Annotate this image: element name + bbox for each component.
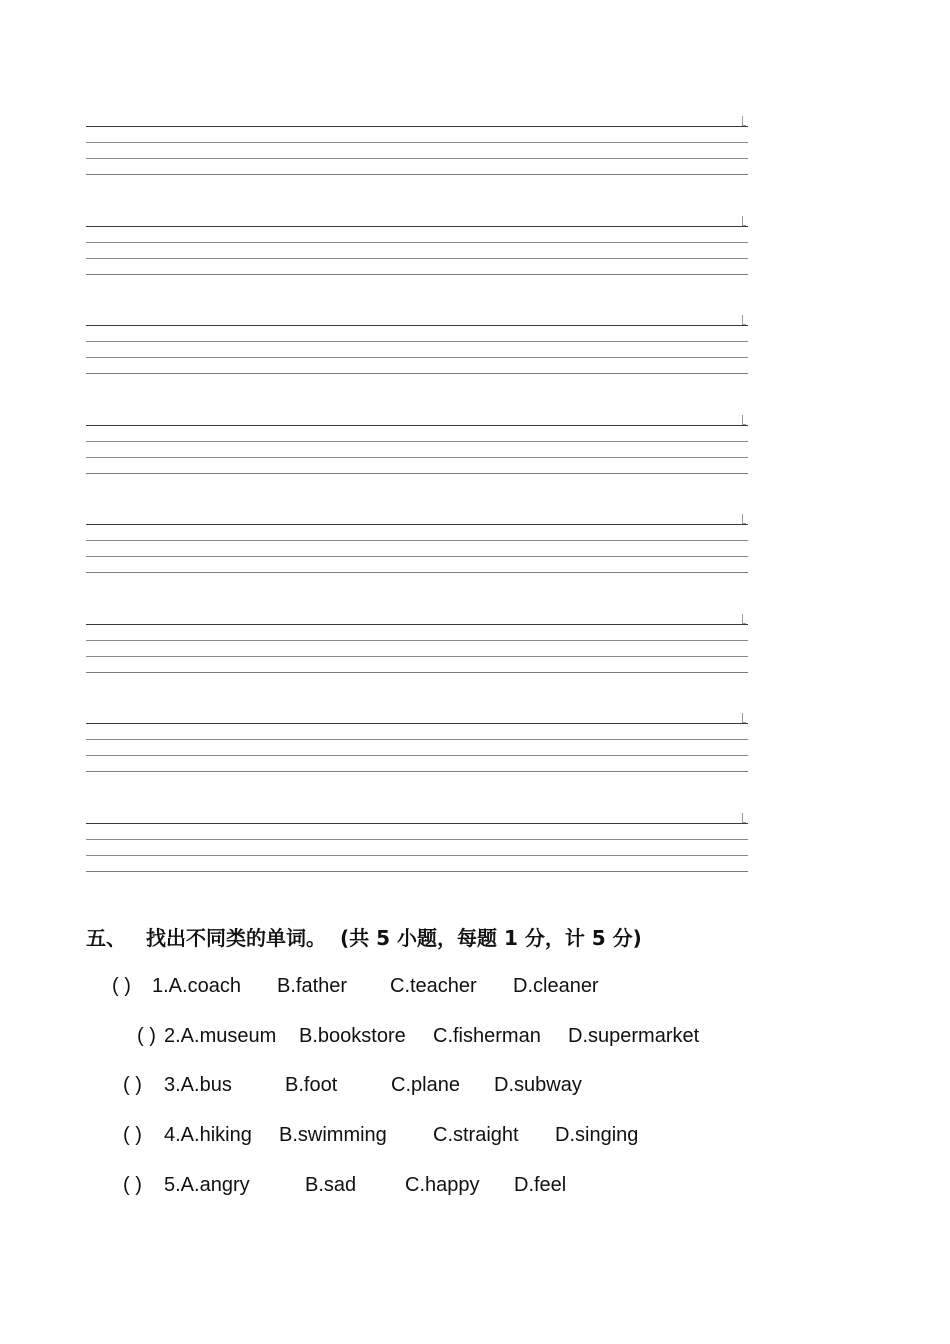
corner-mark bbox=[742, 315, 746, 325]
section-heading bbox=[86, 922, 642, 951]
option-b: B.father bbox=[277, 975, 348, 997]
option-c: C.plane bbox=[391, 1074, 460, 1096]
option-d: D.subway bbox=[494, 1074, 582, 1096]
corner-mark bbox=[742, 813, 746, 823]
four-line-grid bbox=[86, 709, 748, 809]
four-line-grid bbox=[86, 212, 748, 312]
option-d: D.singing bbox=[555, 1124, 639, 1146]
section-instruction: 找出不同类的单词。 bbox=[146, 926, 326, 950]
option-b: B.foot bbox=[285, 1074, 338, 1096]
four-line-grid bbox=[86, 610, 748, 710]
option-c: C.happy bbox=[405, 1174, 480, 1196]
option-b: B.bookstore bbox=[299, 1025, 406, 1047]
four-line-grid bbox=[86, 510, 748, 610]
option-a: 5.A.angry bbox=[164, 1174, 250, 1196]
corner-mark bbox=[742, 116, 746, 126]
four-line-grid bbox=[86, 311, 748, 411]
option-a: 4.A.hiking bbox=[164, 1124, 252, 1146]
handwriting-lines-area bbox=[86, 112, 748, 908]
four-line-grid bbox=[86, 411, 748, 511]
option-b: B.sad bbox=[305, 1174, 357, 1196]
answer-blank[interactable]: ( ) bbox=[137, 1025, 156, 1047]
four-line-grid bbox=[86, 112, 748, 212]
corner-mark bbox=[742, 216, 746, 226]
corner-mark bbox=[742, 614, 746, 624]
section-number: 五、 bbox=[86, 926, 126, 950]
option-a: 2.A.museum bbox=[164, 1025, 277, 1047]
option-d: D.supermarket bbox=[568, 1025, 700, 1047]
corner-mark bbox=[742, 415, 746, 425]
option-b: B.swimming bbox=[279, 1124, 387, 1146]
answer-blank[interactable]: ( ) bbox=[123, 1074, 142, 1096]
option-d: D.cleaner bbox=[513, 975, 599, 997]
option-c: C.fisherman bbox=[433, 1025, 541, 1047]
option-a: 3.A.bus bbox=[164, 1074, 232, 1096]
answer-blank[interactable]: ( ) bbox=[112, 975, 131, 997]
four-line-grid bbox=[86, 809, 748, 909]
section-score: (共 5 小题，每题 1 分，计 5 分) bbox=[340, 926, 642, 950]
option-a: 1.A.coach bbox=[152, 975, 241, 997]
answer-blank[interactable]: ( ) bbox=[123, 1124, 142, 1146]
option-d: D.feel bbox=[514, 1174, 567, 1196]
corner-mark bbox=[742, 514, 746, 524]
corner-mark bbox=[742, 713, 746, 723]
option-c: C.straight bbox=[433, 1124, 519, 1146]
answer-blank[interactable]: ( ) bbox=[123, 1174, 142, 1196]
option-c: C.teacher bbox=[390, 975, 477, 997]
